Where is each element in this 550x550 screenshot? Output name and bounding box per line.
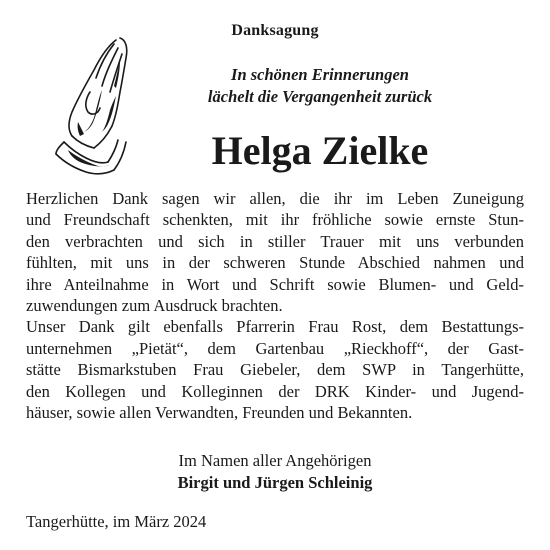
deceased-name: Helga Zielke bbox=[211, 128, 429, 173]
memorial-quote bbox=[185, 64, 455, 108]
text-line: und Freundschaft schenkten, mit ihr fröhliche sowie ernste Stun- bbox=[26, 210, 524, 230]
text-line: ihre Anteilnahme in Wort und Schrift sowie Blumen- und Geld- bbox=[26, 274, 524, 294]
text-line: den verbrachten und sich in stiller Trauer mit uns verbunden bbox=[26, 231, 524, 251]
place-date: Tangerhütte, im März 2024 bbox=[26, 512, 207, 531]
thank-you-text bbox=[26, 188, 524, 423]
text-line: Unser Dank gilt ebenfalls Pfarrerin Frau Rost, dem Bestattungs- bbox=[26, 317, 524, 337]
text-line: den Kollegen und Kolleginnen der DRK Kinder- und Jugend- bbox=[26, 381, 524, 401]
text-line: Herzlichen Dank sagen wir allen, die ihr im Leben Zuneigung bbox=[26, 189, 524, 208]
praying-hands-icon bbox=[42, 30, 142, 178]
text-line: häuser, sowie allen Verwandten, Freunden und Bekannten. bbox=[26, 402, 413, 422]
text-line: unternehmen „Pietät“, dem Gartenbau „Rieckhoff“, der Gast- bbox=[26, 338, 524, 358]
signoff-names: Birgit und Jürgen Schleinig bbox=[177, 473, 373, 492]
text-line: fühlten, mit uns in der schweren Stunde Abschied nahmen und bbox=[26, 253, 524, 273]
quote-line: lächelt die Vergangenheit zurück bbox=[207, 87, 433, 106]
text-line: stätte Bismarkstuben Frau Giebeler, dem SWP in Tangerhütte, bbox=[26, 360, 524, 380]
quote-line: In schönen Erinnerungen bbox=[231, 65, 409, 84]
notice-heading: Danksagung bbox=[231, 22, 319, 39]
signoff-line: Im Namen aller Angehörigen bbox=[178, 451, 372, 470]
signoff bbox=[0, 450, 550, 494]
text-line: zuwendungen zum Ausdruck brachten. bbox=[26, 295, 283, 315]
